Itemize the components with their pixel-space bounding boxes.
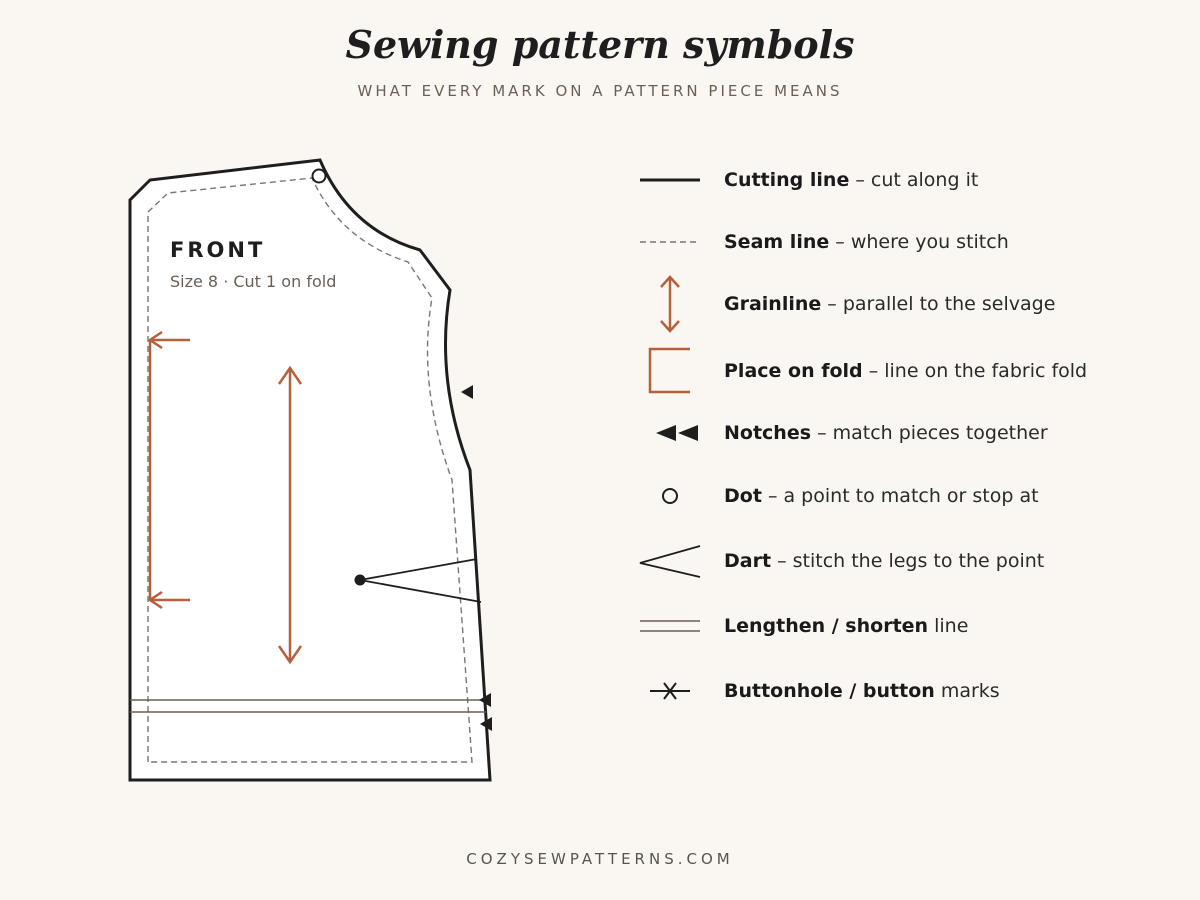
legend-row-dot [630, 471, 1190, 521]
legend-term: Buttonhole / button [724, 680, 935, 702]
seam-line-icon [630, 217, 710, 267]
footer-site: COZYSEWPATTERNS.COM [466, 850, 734, 868]
legend-term: Dart [724, 550, 772, 572]
legend-row-dart [630, 536, 1190, 586]
grainline-icon [630, 279, 710, 329]
piece-notch-armhole [461, 385, 473, 399]
piece-label: FRONT [170, 238, 266, 262]
legend-desc: – match pieces together [811, 422, 1048, 444]
pattern-piece-diagram [0, 0, 600, 820]
legend-row-place-on-fold [630, 346, 1190, 396]
legend-desc: line [928, 615, 969, 637]
legend-row-lengthen-shorten [630, 601, 1190, 651]
page-title: Sewing pattern symbols [345, 22, 855, 67]
dot-icon [630, 471, 710, 521]
buttonhole-icon [630, 666, 710, 716]
notches-icon [630, 408, 710, 458]
legend-desc: – a point to match or stop at [761, 485, 1039, 507]
legend-term: Dot [724, 485, 762, 507]
lengthen-shorten-icon [630, 601, 710, 651]
legend-term: Place on fold [724, 360, 863, 382]
legend-desc: – stitch the legs to the point [771, 550, 1045, 572]
legend-term: Lengthen / shorten [724, 615, 929, 637]
legend-row-seam-line [630, 217, 1190, 267]
piece-sublabel: Size 8 · Cut 1 on fold [170, 272, 337, 291]
legend-row-grainline [630, 279, 1190, 329]
piece-neck-dot [313, 170, 326, 183]
cutting-line-icon [630, 155, 710, 205]
page-subtitle: WHAT EVERY MARK ON A PATTERN PIECE MEANS [357, 82, 843, 100]
dart-icon [630, 536, 710, 586]
place-on-fold-icon [630, 346, 710, 396]
legend-desc: – line on the fabric fold [862, 360, 1088, 382]
legend-row-buttonhole [630, 666, 1190, 716]
legend-row-notches [630, 408, 1190, 458]
legend-desc: – cut along it [849, 169, 979, 191]
legend-term: Grainline [724, 293, 822, 315]
legend-term: Cutting line [724, 169, 850, 191]
legend-row-cutting-line [630, 155, 1190, 205]
legend-desc: – parallel to the selvage [821, 293, 1056, 315]
legend-desc: – where you stitch [829, 231, 1009, 253]
legend-term: Notches [724, 422, 812, 444]
legend-desc: marks [934, 680, 1000, 702]
legend-term: Seam line [724, 231, 830, 253]
piece-dart-point [355, 575, 366, 586]
